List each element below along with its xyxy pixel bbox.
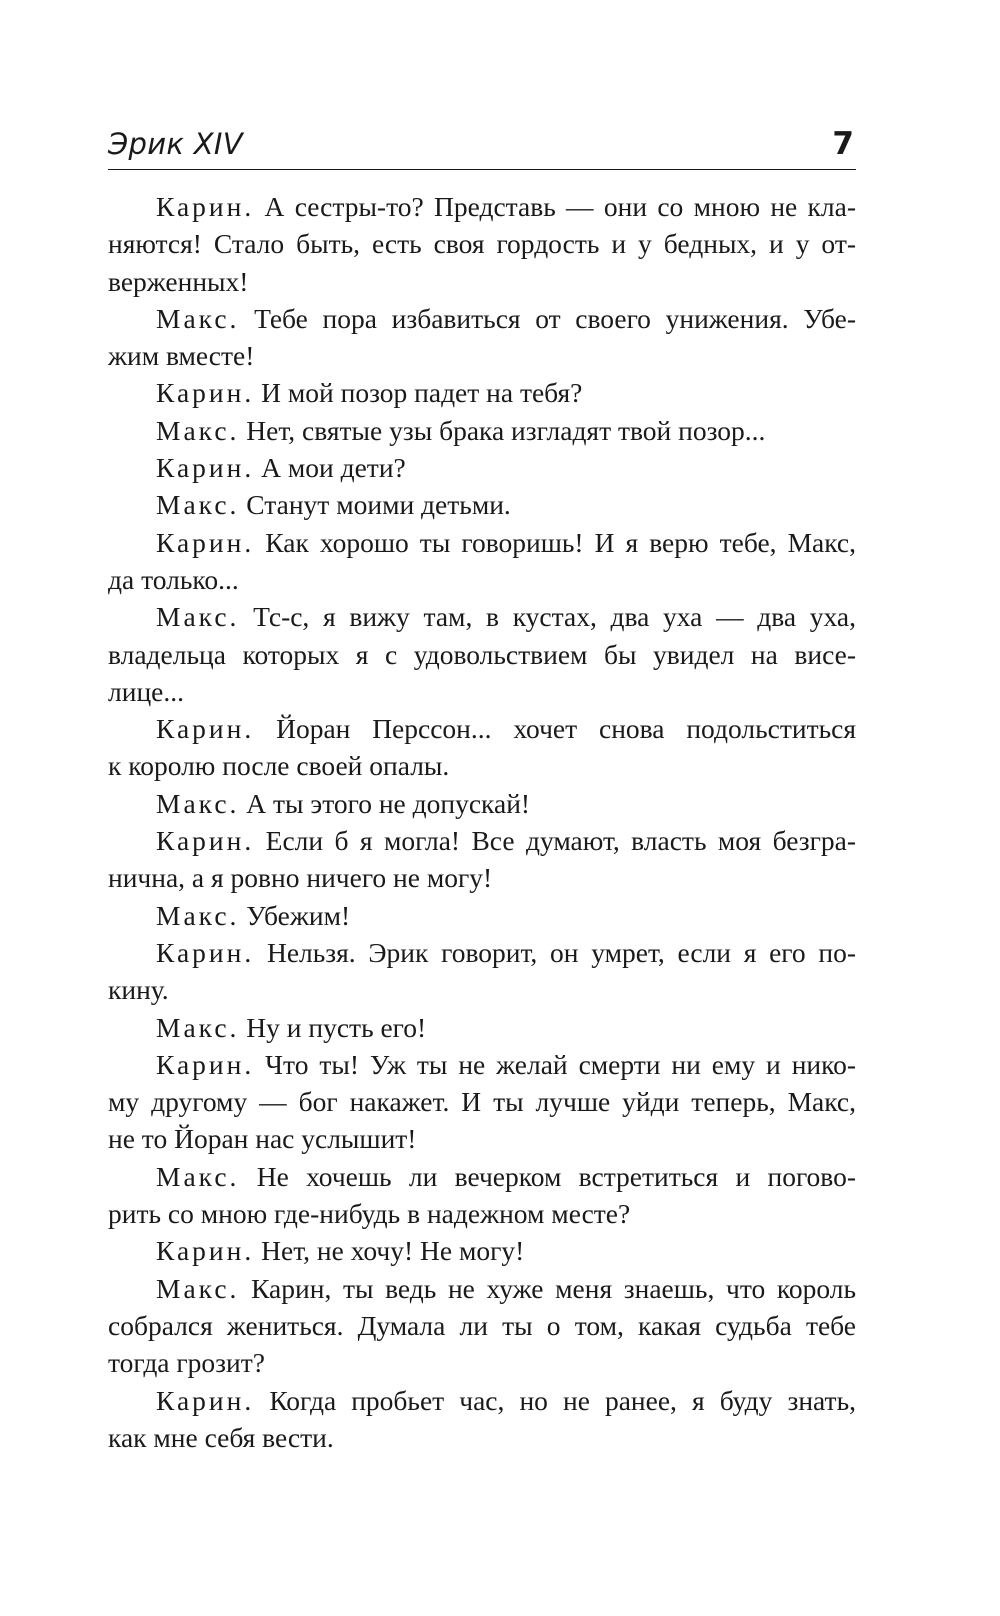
running-title: Эрик XIV bbox=[108, 127, 243, 161]
line-text: рить со мною где-нибудь в надежном месте? bbox=[108, 1198, 631, 1230]
line-text: к королю после своей опалы. bbox=[108, 750, 450, 782]
dialogue-paragraph bbox=[108, 1009, 856, 1046]
line-text: Не хочешь ли вечерком встретиться и погово- bbox=[239, 1160, 856, 1192]
text-line bbox=[108, 1270, 856, 1307]
text-line bbox=[108, 934, 856, 971]
text-line bbox=[108, 1195, 856, 1232]
speaker-name: Карин. bbox=[156, 526, 255, 558]
dialogue-paragraph bbox=[108, 598, 856, 710]
speaker-name: Карин. bbox=[156, 377, 255, 409]
text-line bbox=[108, 673, 856, 710]
speaker-name: Макс. bbox=[156, 601, 240, 633]
speaker-name: Карин. bbox=[156, 1048, 255, 1080]
line-text: Тс-с, я вижу там, в кустах, два уха — два уха, bbox=[239, 601, 856, 633]
dialogue-paragraph bbox=[108, 449, 856, 486]
line-text: А мои дети? bbox=[254, 452, 406, 484]
dialogue-paragraph bbox=[108, 1232, 856, 1269]
text-line bbox=[108, 747, 856, 784]
line-text: Станут моими детьми. bbox=[239, 489, 511, 521]
page-number: 7 bbox=[832, 126, 854, 162]
line-text: Тебе пора избавиться от своего унижения. Убе- bbox=[239, 302, 856, 334]
dialogue-paragraph bbox=[108, 374, 856, 411]
dialogue-paragraph bbox=[108, 300, 856, 375]
line-text: няются! Стало быть, есть своя гордость и у бедных, и у от- bbox=[108, 228, 856, 260]
dialogue-paragraph bbox=[108, 822, 856, 897]
text-line bbox=[108, 971, 856, 1008]
text-line bbox=[108, 710, 856, 747]
line-text: лице... bbox=[108, 675, 184, 707]
line-text: Что ты! Уж ты не желай смерти ни ему и нико- bbox=[254, 1048, 856, 1080]
speaker-name: Карин. bbox=[156, 452, 255, 484]
text-line bbox=[108, 897, 856, 934]
text-line bbox=[108, 1307, 856, 1344]
speaker-name: Карин. bbox=[156, 1384, 255, 1416]
text-line bbox=[108, 1158, 856, 1195]
text-line bbox=[108, 636, 856, 673]
dialogue-paragraph bbox=[108, 710, 856, 785]
line-text: Нет, святые узы брака изгладят твой позор... bbox=[239, 414, 766, 446]
line-text: А сестры-то? Представь — они со мною не кла- bbox=[254, 191, 856, 222]
line-text: му другому — бог накажет. И ты лучше уйди теперь, Макс, bbox=[108, 1086, 856, 1118]
line-text: верженных! bbox=[108, 265, 249, 297]
text-line bbox=[108, 412, 856, 449]
text-line bbox=[108, 486, 856, 523]
text-line bbox=[108, 374, 856, 411]
text-line bbox=[108, 1083, 856, 1120]
text-line bbox=[108, 598, 856, 635]
speaker-name: Макс. bbox=[156, 1272, 240, 1304]
dialogue-paragraph bbox=[108, 934, 856, 1009]
speaker-name: Макс. bbox=[156, 787, 240, 819]
text-line bbox=[108, 822, 856, 859]
line-text: не то Йоран нас услышит! bbox=[108, 1123, 417, 1155]
line-text: Нет, не хочу! Не могу! bbox=[254, 1235, 525, 1267]
dialogue-paragraph bbox=[108, 897, 856, 934]
dialogue-paragraph bbox=[108, 1158, 856, 1233]
line-text: Если б я могла! Все думают, власть моя безгра- bbox=[254, 825, 856, 857]
speaker-name: Макс. bbox=[156, 899, 240, 931]
speaker-name: Карин. bbox=[156, 825, 255, 857]
text-line bbox=[108, 1232, 856, 1269]
line-text: как мне себя вести. bbox=[108, 1421, 334, 1453]
text-line bbox=[108, 188, 856, 225]
speaker-name: Макс. bbox=[156, 489, 240, 521]
running-header bbox=[108, 125, 856, 170]
dialogue-paragraph bbox=[108, 785, 856, 822]
line-text: Ну и пусть его! bbox=[239, 1011, 427, 1043]
dialogue-paragraph bbox=[108, 486, 856, 523]
line-text: жим вместе! bbox=[108, 340, 255, 372]
text-line bbox=[108, 1046, 856, 1083]
body-text bbox=[108, 188, 856, 1456]
dialogue-paragraph bbox=[108, 524, 856, 599]
speaker-name: Макс. bbox=[156, 302, 240, 334]
line-text: Карин, ты ведь не хуже меня знаешь, что король bbox=[239, 1272, 856, 1304]
text-line bbox=[108, 1120, 856, 1157]
speaker-name: Карин. bbox=[156, 1235, 255, 1267]
text-line bbox=[108, 561, 856, 598]
text-line bbox=[108, 785, 856, 822]
dialogue-paragraph bbox=[108, 188, 856, 300]
speaker-name: Карин. bbox=[156, 936, 255, 968]
speaker-name: Карин. bbox=[156, 713, 255, 745]
text-line bbox=[108, 1419, 856, 1456]
dialogue-paragraph bbox=[108, 1270, 856, 1382]
line-text: тогда грозит? bbox=[108, 1347, 265, 1379]
text-line bbox=[108, 300, 856, 337]
dialogue-paragraph bbox=[108, 1382, 856, 1457]
line-text: Йоран Перссон... хочет снова подольститься bbox=[254, 713, 856, 745]
text-line bbox=[108, 263, 856, 300]
line-text: владельца которых я с удовольствием бы увидел на висе- bbox=[108, 638, 856, 670]
speaker-name: Макс. bbox=[156, 1011, 240, 1043]
line-text: собрался жениться. Думала ли ты о том, какая судьба тебе bbox=[108, 1309, 856, 1341]
text-line bbox=[108, 524, 856, 561]
text-line bbox=[108, 449, 856, 486]
text-line bbox=[108, 225, 856, 262]
speaker-name: Карин. bbox=[156, 191, 255, 222]
dialogue-paragraph bbox=[108, 1046, 856, 1158]
line-text: Когда пробьет час, но не ранее, я буду знать, bbox=[254, 1384, 856, 1416]
text-line bbox=[108, 337, 856, 374]
speaker-name: Макс. bbox=[156, 414, 240, 446]
text-line bbox=[108, 1009, 856, 1046]
line-text: кину. bbox=[108, 974, 169, 1006]
text-line bbox=[108, 1382, 856, 1419]
line-text: И мой позор падет на тебя? bbox=[254, 377, 583, 409]
line-text: Нельзя. Эрик говорит, он умрет, если я его по- bbox=[254, 936, 856, 968]
line-text: Убежим! bbox=[239, 899, 351, 931]
line-text: да только... bbox=[108, 563, 239, 595]
line-text: нична, а я ровно ничего не могу! bbox=[108, 862, 493, 894]
speaker-name: Макс. bbox=[156, 1160, 240, 1192]
line-text: А ты этого не допускай! bbox=[239, 787, 531, 819]
dialogue-paragraph bbox=[108, 412, 856, 449]
text-line bbox=[108, 859, 856, 896]
text-line bbox=[108, 1344, 856, 1381]
line-text: Как хорошо ты говоришь! И я верю тебе, Макс, bbox=[254, 526, 856, 558]
